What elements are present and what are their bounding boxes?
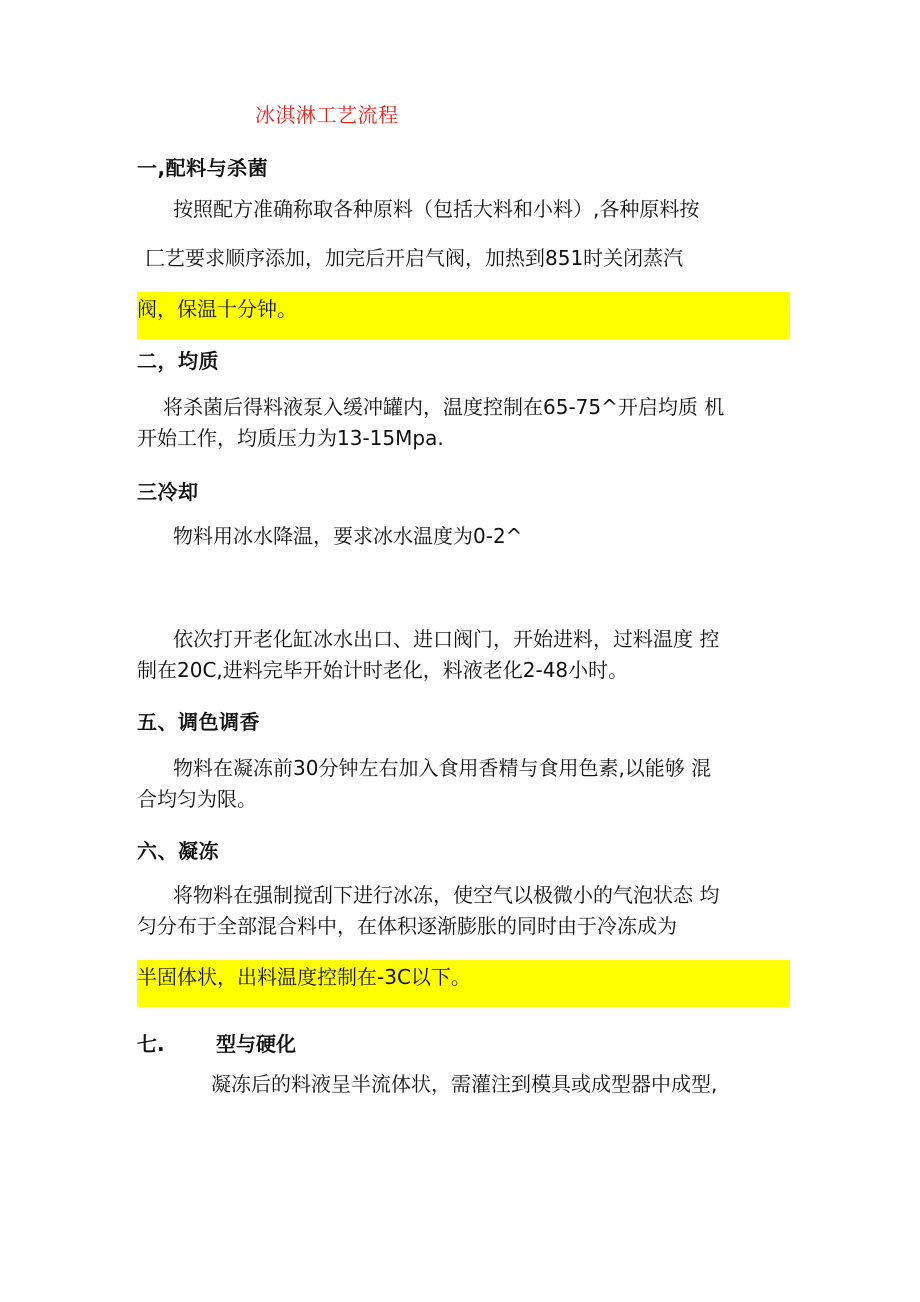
paragraph-line: 按照配方准确称取各种原料（包括大料和小料）,各种原料按 bbox=[173, 197, 700, 221]
section-body-4 bbox=[137, 624, 792, 686]
paragraph-line: 凝冻后的料液呈半流体状，需灌注到模具或成型器中成型, bbox=[211, 1072, 718, 1096]
paragraph-line: 物料用冰水降温，要求冰水温度为0-2^ bbox=[173, 524, 523, 548]
section-body-1 bbox=[137, 194, 792, 274]
paragraph-line: 制在20C,进料完毕开始计时老化，料液老化2-48小时。 bbox=[137, 658, 629, 682]
section-heading-5: 五、调色调香 bbox=[137, 710, 260, 734]
paragraph-line: 匀分布于全部混合料中，在体积逐渐膨胀的同时由于冷冻成为 bbox=[137, 914, 677, 938]
paragraph-line: 将杀菌后得料液泵入缓冲罐内，温度控制在65-75^开启均质 机 bbox=[163, 395, 725, 419]
section-body-7 bbox=[137, 1069, 792, 1100]
paragraph-line: 物料在凝冻前30分钟左右加入食用香精与食用色素,以能够 混 bbox=[173, 756, 712, 780]
paragraph-line: 依次打开老化缸冰水出口、进口阀门，开始进料，过料温度 控 bbox=[173, 627, 720, 651]
document-title: 冰淇淋工艺流程 bbox=[255, 103, 399, 127]
section-heading-1: 一,配料与杀菌 bbox=[137, 156, 269, 180]
highlighted-line: 阀，保温十分钟。 bbox=[137, 297, 297, 321]
section-heading-6: 六、凝冻 bbox=[137, 839, 219, 863]
section-body-6 bbox=[137, 880, 792, 942]
section-body-5 bbox=[137, 753, 792, 815]
paragraph-line: 匚艺要求顺序添加，加完后开启气阀，加热到851时关闭蒸汽 bbox=[145, 246, 684, 270]
paragraph-line: 将物料在强制搅刮下进行冰冻，使空气以极微小的气泡状态 均 bbox=[173, 883, 720, 907]
section-body-3 bbox=[137, 521, 792, 552]
paragraph-line: 合均匀为限。 bbox=[137, 787, 257, 811]
paragraph-line: 开始工作，均质压力为13-15Mpa. bbox=[137, 426, 444, 450]
section-heading-3: 三冷却 bbox=[137, 480, 199, 504]
highlighted-line: 半固体状，出料温度控制在-3C以下。 bbox=[137, 965, 471, 989]
section-number-7: 七. bbox=[137, 1032, 165, 1056]
section-heading-7: 型与硬化 bbox=[216, 1032, 296, 1056]
section-heading-2: 二，均质 bbox=[137, 349, 219, 373]
section-body-2 bbox=[137, 392, 792, 454]
